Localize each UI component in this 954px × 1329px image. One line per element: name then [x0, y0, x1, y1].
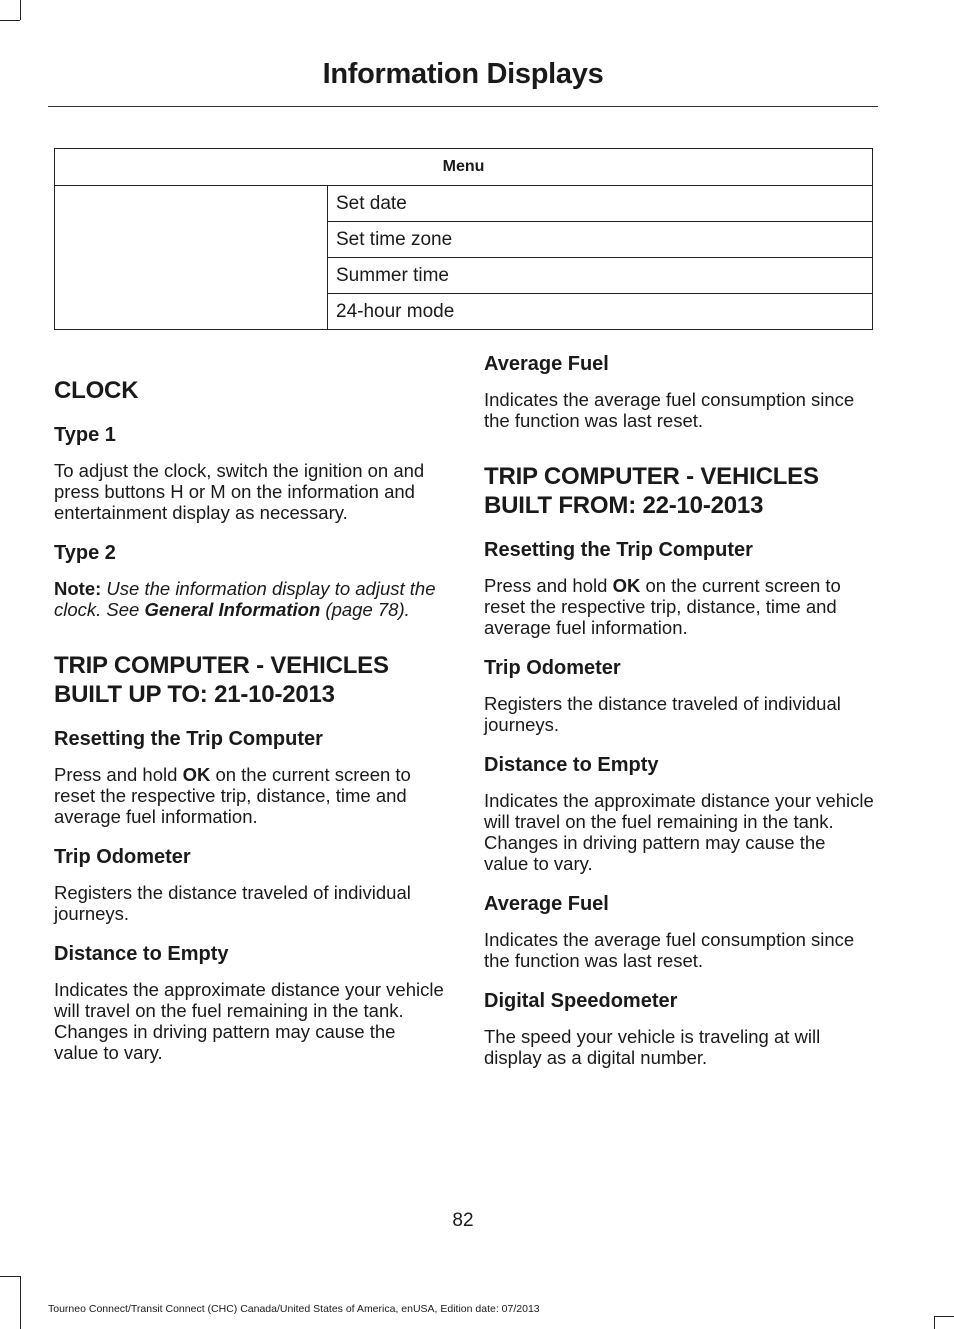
type-1-text: To adjust the clock, switch the ignition on and press buttons H or M on the information and entertainment display as necessary. [54, 460, 425, 523]
average-fuel-text: Indicates the average fuel consumption since the function was last reset. [484, 389, 855, 431]
subheading-trip-odometer: Trip Odometer [484, 657, 621, 679]
crop-mark [20, 1276, 21, 1329]
menu-header: Menu [55, 149, 873, 186]
subheading-average-fuel: Average Fuel [484, 893, 609, 915]
trip-odometer-text: Registers the distance traveled of individual journeys. [484, 693, 841, 735]
table-header-row [55, 149, 873, 186]
section-heading-trip-computer: TRIP COMPUTER - VEHICLES BUILT UP TO: 21-10-2013 [54, 652, 389, 708]
digital-speedometer-text: The speed your vehicle is traveling at will display as a digital number. [484, 1026, 821, 1068]
menu-table [54, 148, 873, 330]
average-fuel-text: Indicates the average fuel consumption since the function was last reset. [484, 929, 855, 971]
distance-to-empty-text: Indicates the approximate distance your vehicle will travel on the fuel remaining in the tank. Changes in driving pattern may cause the value to vary. [54, 979, 444, 1063]
left-column [54, 376, 444, 1063]
table-row [55, 186, 873, 222]
table-cell: 24-hour mode [328, 294, 873, 330]
crop-mark [0, 1276, 20, 1277]
crop-mark [20, 0, 21, 20]
section-heading-trip-computer: TRIP COMPUTER - VEHICLES BUILT FROM: 22-10-2013 [484, 463, 819, 519]
empty-cell [55, 186, 328, 330]
table-cell: Set time zone [328, 222, 873, 258]
subheading-distance-to-empty: Distance to Empty [484, 754, 659, 776]
title-divider [48, 106, 878, 107]
cross-reference-link[interactable]: General Information [144, 599, 321, 620]
subheading-type-2: Type 2 [54, 542, 116, 564]
ok-key: OK [612, 575, 641, 596]
note-page-ref: (page 78). [325, 599, 410, 620]
subheading-resetting: Resetting the Trip Computer [484, 539, 753, 561]
ok-key: OK [182, 764, 211, 785]
page-title: Information Displays [322, 58, 604, 90]
trip-odometer-text: Registers the distance traveled of individual journeys. [54, 882, 411, 924]
resetting-text: Press and hold OK on the current screen to reset the respective trip, distance, time and average fuel information. [54, 764, 411, 827]
section-heading-clock: CLOCK [54, 377, 139, 404]
table-cell: Summer time [328, 258, 873, 294]
subheading-distance-to-empty: Distance to Empty [54, 943, 229, 965]
crop-mark [934, 1316, 954, 1317]
crop-mark [934, 1316, 935, 1329]
distance-to-empty-text: Indicates the approximate distance your vehicle will travel on the fuel remaining in the tank. Changes in driving pattern may cause the value to vary. [484, 790, 874, 874]
footer-edition: Tourneo Connect/Transit Connect (CHC) Canada/United States of America, enUSA, Edition date: 07/2013 [48, 1303, 540, 1315]
page-number: 82 [452, 1210, 474, 1231]
note-label: Note: [54, 578, 102, 599]
subheading-trip-odometer: Trip Odometer [54, 846, 191, 868]
table-cell: Set date [328, 186, 873, 222]
right-column [484, 352, 874, 1068]
note-text: Use the information display to adjust the clock. See [54, 578, 436, 620]
subheading-average-fuel: Average Fuel [484, 353, 609, 375]
note-paragraph [54, 578, 444, 620]
subheading-type-1: Type 1 [54, 424, 116, 446]
subheading-resetting: Resetting the Trip Computer [54, 728, 323, 750]
subheading-digital-speedometer: Digital Speedometer [484, 990, 678, 1012]
crop-mark [0, 20, 20, 21]
resetting-text: Press and hold OK on the current screen to reset the respective trip, distance, time and average fuel information. [484, 575, 841, 638]
